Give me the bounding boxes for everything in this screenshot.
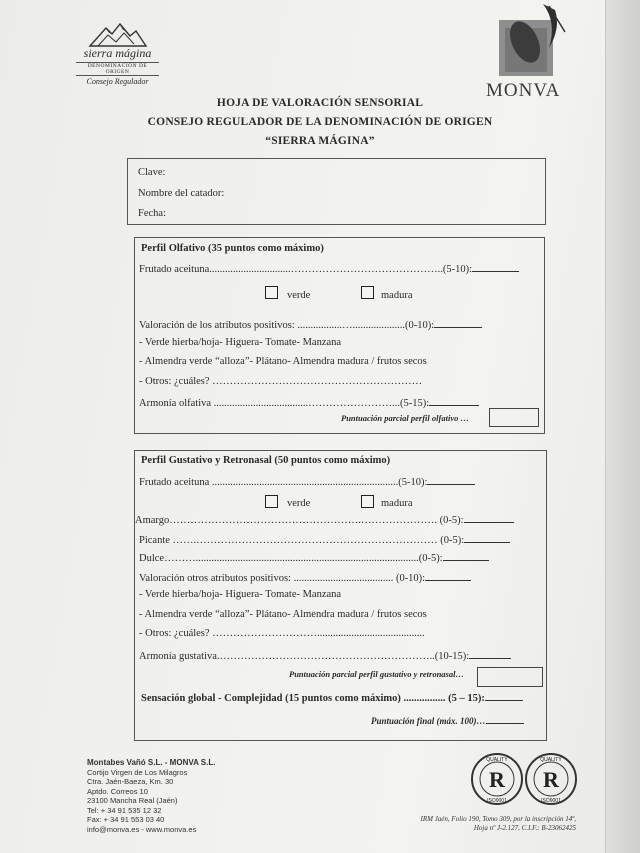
seal-top-text: QUALITY	[540, 757, 562, 763]
final-score-line: Puntuación final (máx. 100)…	[371, 713, 524, 726]
olfactory-attr-2: - Almendra verde “alloza”- Plátano- Almendra madura / frutos secos	[139, 356, 427, 367]
olfactory-verde-label: verde	[287, 290, 311, 301]
designation-title: “SIERRA MÁGINA”	[265, 135, 375, 147]
quality-seal-2	[524, 752, 578, 811]
gustatory-partial-score-label: Puntuación parcial perfil gustativo y retronasal…	[289, 669, 464, 679]
gustatory-madura-checkbox[interactable]	[361, 495, 374, 508]
quality-seal-icon	[470, 752, 524, 806]
gustatory-picante: Picante …….…………………………………………………………… (0-5):	[139, 532, 510, 546]
gustatory-dulce: Dulce……….....................................................................................(0-5):	[139, 550, 489, 564]
fecha-label: Fecha:	[138, 208, 166, 219]
gustatory-attr-2: - Almendra verde “alloza”- Plátano- Almendra madura / frutos secos	[139, 609, 427, 620]
seal-bottom-text: ISO9001	[487, 798, 507, 804]
sierra-magina-logo	[70, 22, 165, 86]
registry-info	[400, 815, 576, 833]
gustatory-frutado: Frutado aceituna .......................................................................(5-10):	[139, 474, 475, 488]
seal-bottom-text: ISO9001	[541, 798, 561, 804]
olfactory-valoracion: Valoración de los atributos positivos: .................…....................(0-10):	[139, 317, 482, 331]
mountain-logo-icon	[88, 22, 148, 48]
contact-line: info@monva.es - www.monva.es	[87, 824, 197, 834]
gustatory-madura-label: madura	[381, 498, 413, 509]
gustatory-profile-box	[134, 450, 547, 741]
monva-name: MONVA	[486, 80, 561, 101]
registry-line-1: IRM Jaén, Folio 190, Tomo 309, por la inscripción 14ª,	[420, 815, 576, 823]
seal-letter: R	[543, 767, 559, 792]
global-sensation-line: Sensación global - Complejidad (15 puntos como máximo) ................ (5 – 15):	[141, 690, 523, 704]
phone-line: Tel: + 34 91 535 12 32	[87, 805, 162, 815]
seal-top-text: QUALITY	[486, 757, 508, 763]
sierra-magina-council: Consejo Regulador	[86, 77, 149, 86]
company-address	[87, 758, 215, 834]
registry-line-2: Hoja nº J-2.127, C.I.F.: B-23062425	[473, 824, 576, 832]
seal-letter: R	[489, 767, 505, 792]
taster-info-box	[127, 158, 546, 225]
gustatory-armonia: Armonía gustativa.……………………………………………………..(10-15):	[139, 648, 511, 662]
olfactory-attr-1: - Verde hierba/hoja- Higuera- Tomate- Manzana	[139, 337, 342, 348]
olfactory-profile-box	[134, 237, 545, 434]
address-line: 23100 Mancha Real (Jaén)	[87, 796, 178, 805]
gustatory-verde-label: verde	[287, 498, 311, 509]
address-line: Cortijo Virgen de Los Milagros	[87, 767, 188, 777]
gustatory-attr-1: - Verde hierba/hoja- Higuera- Tomate- Manzana	[139, 589, 342, 600]
gustatory-attr-3: - Otros: ¿cuáles? ………………………….........................................	[139, 628, 425, 639]
sheet-title: HOJA DE VALORACIÓN SENSORIAL	[216, 97, 424, 109]
olfactory-partial-score-label: Puntuación parcial perfil olfativo …	[341, 413, 469, 423]
gustatory-valoracion: Valoración otros atributos positivos: ...................................... (0-10):	[139, 570, 471, 584]
address-line: Ctra. Jaén-Baeza, Km. 30	[87, 777, 174, 786]
gustatory-verde-checkbox[interactable]	[265, 495, 278, 508]
sierra-magina-subtitle: DENOMINACIÓN DE ORIGEN	[76, 62, 159, 76]
olfactory-frutado: Frutado aceituna...............................……………………………………..(5-10):	[139, 261, 519, 275]
olfactory-madura-label: madura	[381, 290, 413, 301]
olfactory-verde-checkbox[interactable]	[265, 286, 278, 299]
olfactory-title: Perfil Olfativo (35 puntos como máximo)	[141, 243, 324, 254]
gustatory-amargo: Amargo……………………………………………….…………………. (0-5):	[135, 512, 514, 526]
olfactory-madura-checkbox[interactable]	[361, 286, 374, 299]
fax-line: Fax: + 34 91 553 03 40	[87, 815, 165, 824]
clave-label: Clave:	[138, 167, 166, 178]
gustatory-title: Perfil Gustativo y Retronasal (50 puntos como máximo)	[141, 455, 391, 466]
olfactory-armonia: Armonía olfativa ....................................……………………...(5-15):	[139, 395, 479, 409]
council-title: CONSEJO REGULADOR DE LA DENOMINACIÓN DE ORIGEN	[147, 116, 493, 128]
monva-olive-logo-icon	[485, 2, 575, 82]
quality-seal-1	[470, 752, 524, 811]
company-name: Montabes Vañó S.L. - MONVA S.L.	[87, 758, 216, 767]
quality-seal-icon	[524, 752, 578, 806]
sierra-magina-name: sierra mágina	[83, 46, 152, 60]
catador-label: Nombre del catador:	[138, 188, 225, 199]
gustatory-partial-score-box[interactable]	[477, 667, 543, 687]
olfactory-partial-score-box[interactable]	[489, 408, 539, 427]
olfactory-attr-3: - Otros: ¿cuáles? ……………………………………………………	[139, 376, 423, 387]
address-line: Aptdo. Correos 10	[87, 786, 148, 796]
